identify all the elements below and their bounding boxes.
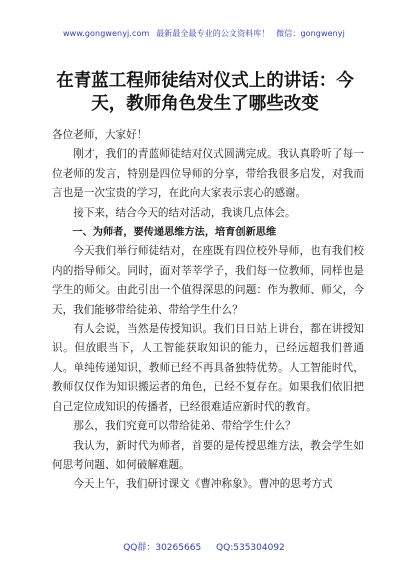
page-header <box>0 28 408 39</box>
footer-qq-group: QQ群：30265665 <box>123 543 202 553</box>
header-wechat: 微信：gongwenyj <box>276 29 345 38</box>
page-footer <box>0 540 408 553</box>
body-paragraph: 刚才，我们的青蓝师徒结对仪式圆满完成。我认真聆听了每一位老师的发言，特别是四位导师的分享，带给我很多启发，对我而言也是一次宝贵的学习，在此向大家表示衷心的感谢。 <box>52 148 364 200</box>
body-paragraph: 接下来，结合今天的结对活动，我谈几点体会。 <box>73 206 296 219</box>
body-paragraph: 今天我们举行师徒结对，在座既有四位校外导师，也有我们校内的指导师父。同时，面对莘莘学子，我们每一位教师，同样也是学生的师父。由此引出一个值得深思的问题：作为教师、师父，今天，我们能够带给徒弟、带给学生什么？ <box>52 245 364 316</box>
body-paragraph: 有人会说，当然是传授知识。我们日日站上讲台，都在讲授知识。但放眼当下，人工智能获取知识的能力，已经远超我们普通人。单纯传递知识，教师已经不再具备独特优势。人工智能时代，教师仅仅作为知识搬运者的角色，已经不复存在。如果我们依旧把自己定位成知识的传播者，已经很难适应新时代的教育。 <box>52 323 364 413</box>
header-site[interactable]: www.gongwenyj.com <box>63 29 150 38</box>
body-paragraph: 我认为，新时代为师者，首要的是传授思维方法，教会学生如何思考问题、如何破解难题。 <box>52 439 364 471</box>
body-paragraph: 今天上午，我们研讨课文《曹冲称象》。曹冲的思考方式 <box>73 478 333 491</box>
salutation: 各位老师，大家好！ <box>52 129 148 141</box>
body-paragraph: 那么，我们究竟可以带给徒弟、带给学生什么？ <box>73 420 296 433</box>
section-heading: 一、为师者，要传递思维方法，培育创新思维 <box>72 227 277 239</box>
document-body <box>52 126 364 495</box>
document-title: 在青蓝工程师徒结对仪式上的讲话：今天，教师角色发生了哪些改变 <box>56 71 354 114</box>
footer-qq: QQ:535304092 <box>216 543 285 553</box>
header-slogan: 最新最全最专业的公文资料库！ <box>156 29 270 38</box>
